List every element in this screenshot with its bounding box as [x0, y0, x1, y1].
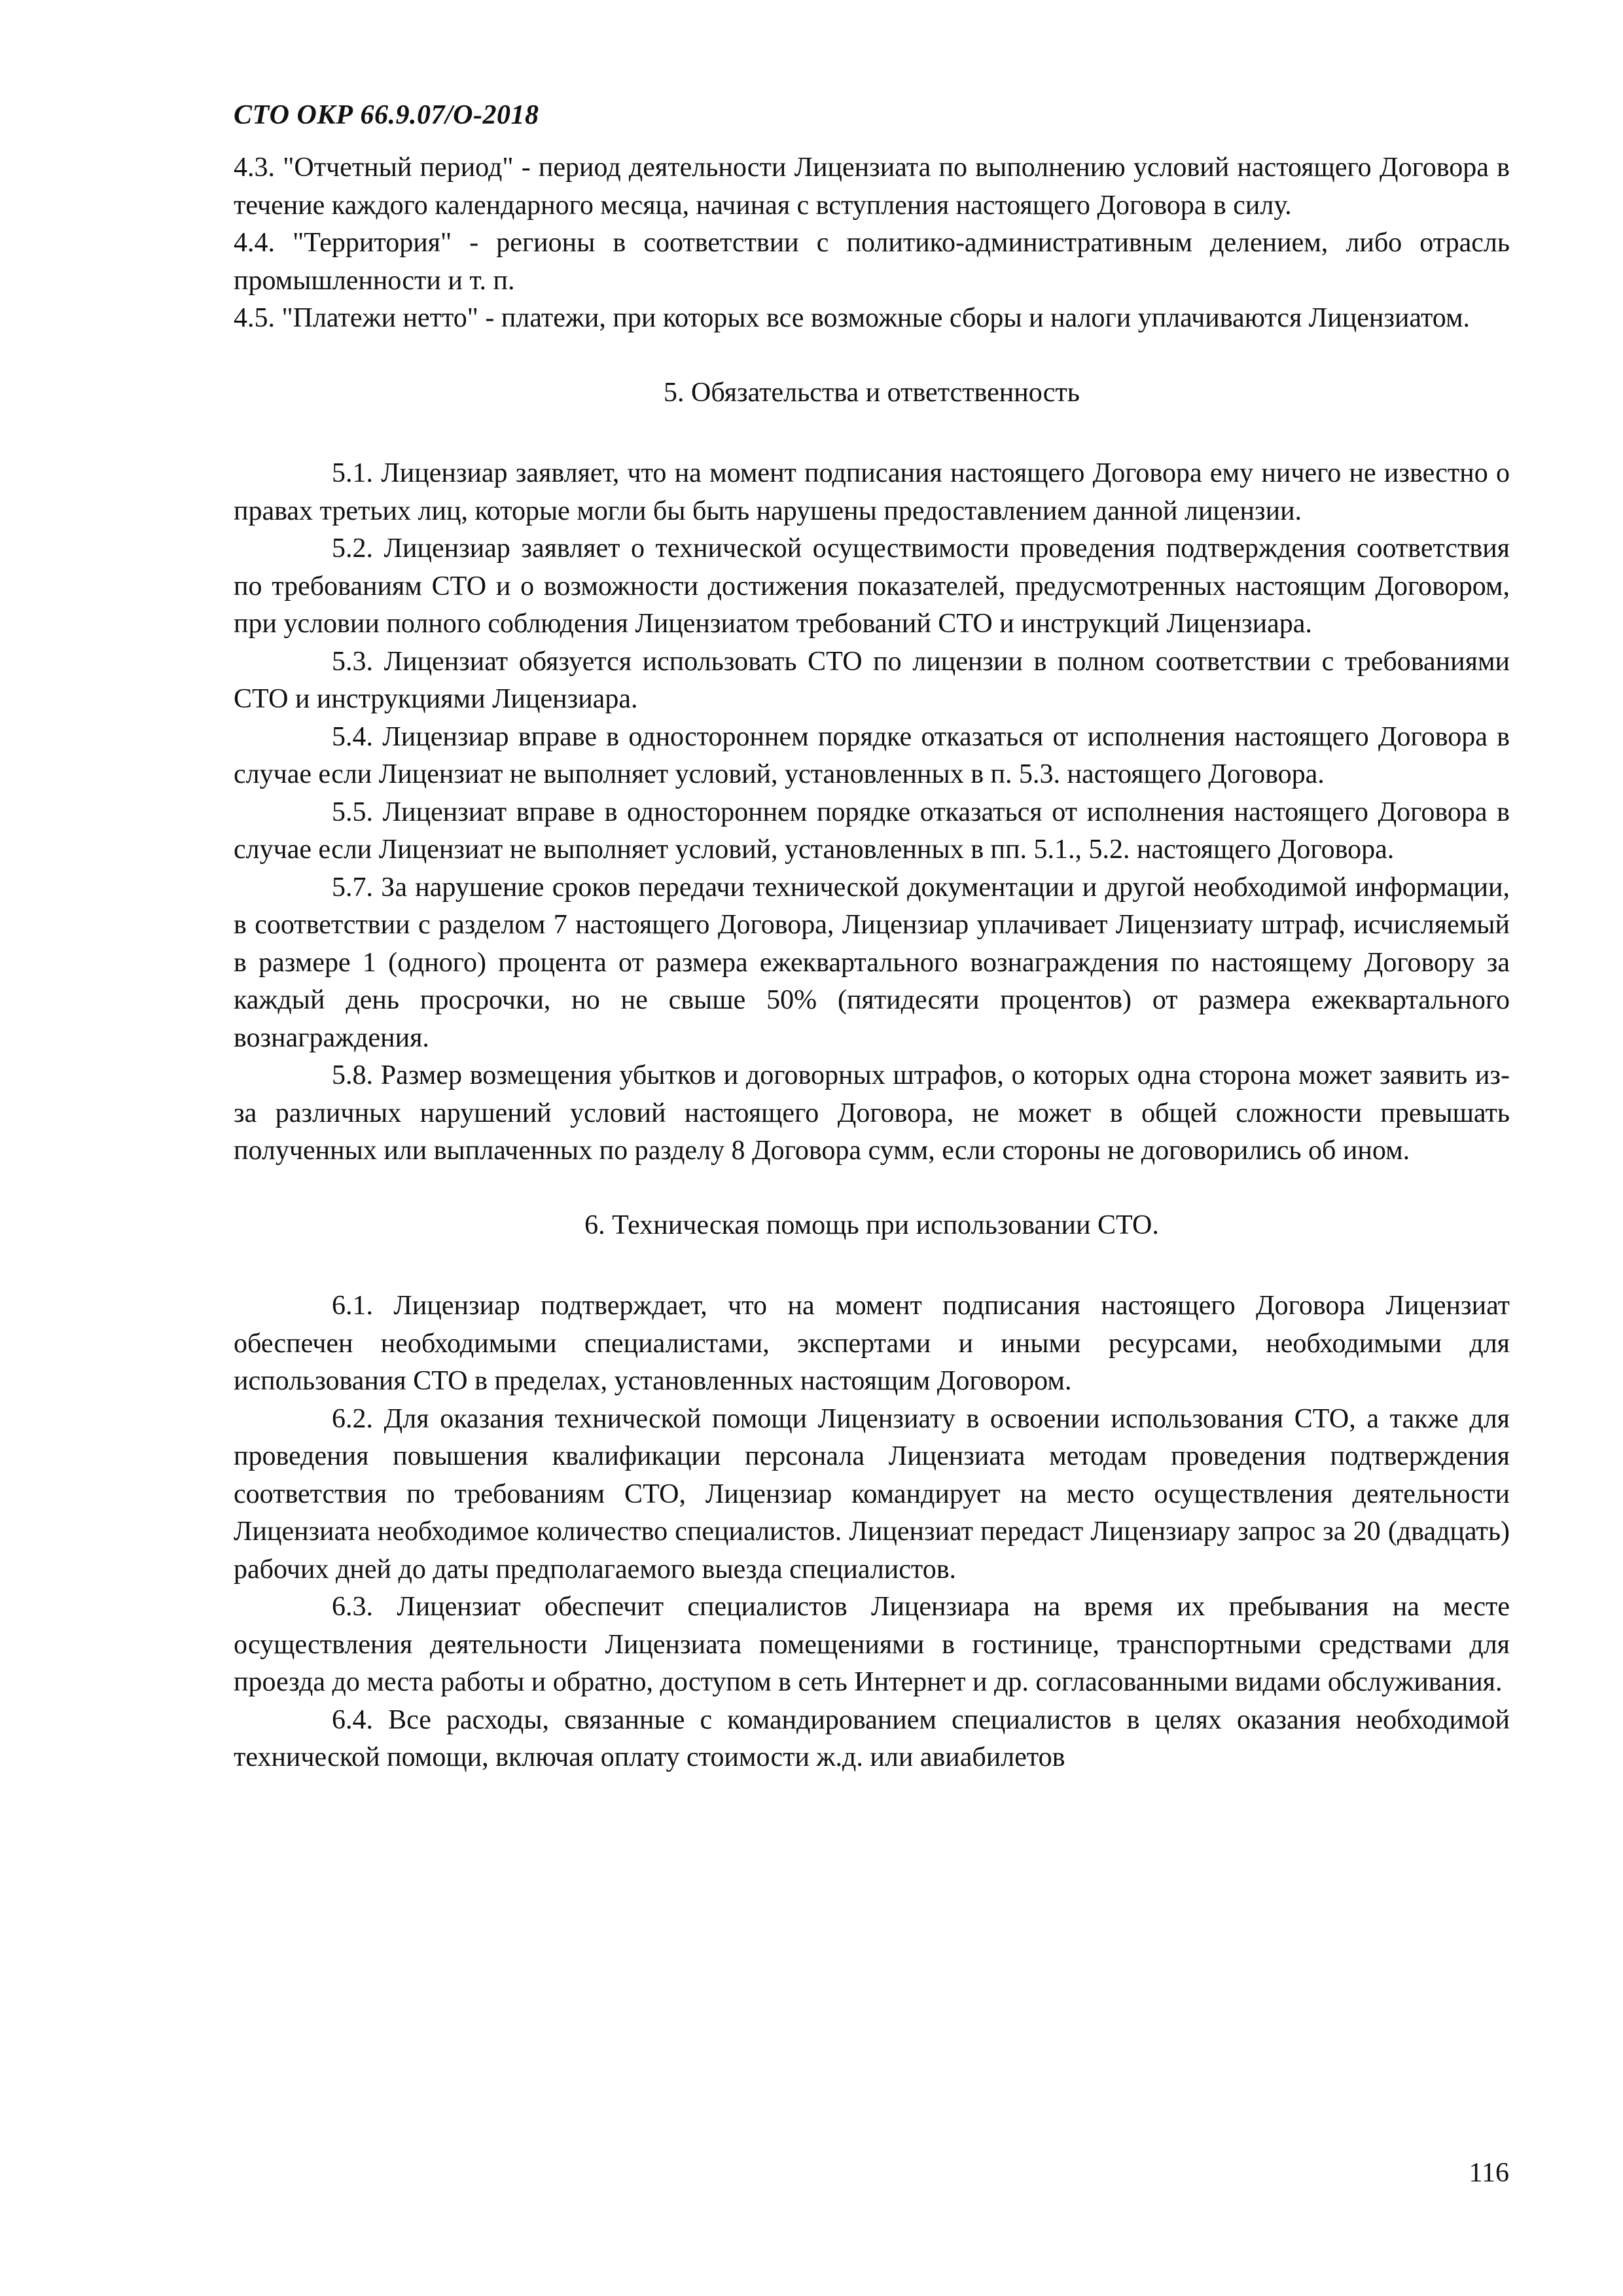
- clause-5-3: 5.3. Лицензиат обязуется использовать СТО по лицензии в полном соответствии с требованиями СТО и инструкциями Лицензиара.: [234, 646, 1510, 714]
- clause-6-3: 6.3. Лицензиат обеспечит специалистов Лицензиара на время их пребывания на месте осуществления деятельности Лицензиата помещениями в гостинице, транспортными средствами для проезда до места работы и обратно, доступом в сеть Интернет и др. согласованными видами обслуживания.: [234, 1592, 1510, 1697]
- document-code-header: СТО ОКР 66.9.07/О-2018: [234, 100, 539, 130]
- clause-5-8: 5.8. Размер возмещения убытков и договорных штрафов, о которых одна сторона может заявить из-за различных нарушений условий настоящего Договора, не может в общей сложности превышать полученных или выплаченных по разделу 8 Договора сумм, если стороны не договорились об ином.: [234, 1060, 1510, 1166]
- clause-6-2: 6.2. Для оказания технической помощи Лицензиату в освоении использования СТО, а также для проведения повышения квалификации персонала Лицензиата методам проведения подтверждения соответствия по требованиям СТО, Лицензиар командирует на место осуществления деятельности Лицензиата необходимое количество специалистов. Лицензиат передаст Лицензиару запрос за 20 (двадцать) рабочих дней до даты предполагаемого выезда специалистов.: [234, 1403, 1510, 1585]
- clause-5-5: 5.5. Лицензиат вправе в одностороннем порядке отказаться от исполнения настоящего Договора в случае если Лицензиат не выполняет условий, установленных в пп. 5.1., 5.2. настоящего Договора.: [234, 797, 1510, 865]
- document-body: [234, 149, 1510, 1777]
- clause-6-4: 6.4. Все расходы, связанные с командированием специалистов в целях оказания необходимой технической помощи, включая оплату стоимости ж.д. или авиабилетов: [234, 1704, 1510, 1772]
- clause-5-7: 5.7. За нарушение сроков передачи технической документации и другой необходимой информации, в соответствии с разделом 7 настоящего Договора, Лицензиар уплачивает Лицензиату штраф, исчисляемый в размере 1 (одного) процента от размера ежеквартального вознаграждения по настоящему Договору за каждый день просрочки, но не свыше 50% (пятидесяти процентов) от размера ежеквартального вознаграждения.: [234, 872, 1510, 1053]
- clause-4-3: 4.3. "Отчетный период" - период деятельности Лицензиата по выполнению условий настоящего Договора в течение каждого календарного месяца, начиная с вступления настоящего Договора в силу.: [234, 152, 1510, 221]
- section-6-heading: 6. Техническая помощь при использовании СТО.: [584, 1210, 1159, 1240]
- clause-5-4: 5.4. Лицензиар вправе в одностороннем порядке отказаться от исполнения настоящего Договора в случае если Лицензиат не выполняет условий, установленных в п. 5.3. настоящего Договора.: [234, 721, 1510, 789]
- page-number: 116: [1469, 2158, 1509, 2188]
- section-5-heading: 5. Обязательства и ответственность: [664, 377, 1080, 408]
- clause-4-4: 4.4. "Территория" - регионы в соответствии с политико-административным делением, либо отрасль промышленности и т. п.: [234, 228, 1510, 296]
- clause-6-1: 6.1. Лицензиар подтверждает, что на момент подписания настоящего Договора Лицензиат обеспечен необходимыми специалистами, экспертами и иными ресурсами, необходимыми для использования СТО в пределах, установленных настоящим Договором.: [234, 1291, 1510, 1396]
- clause-4-5: 4.5. "Платежи нетто" - платежи, при которых все возможные сборы и налоги уплачиваются Лицензиатом.: [234, 303, 1471, 333]
- clause-5-1: 5.1. Лицензиар заявляет, что на момент подписания настоящего Договора ему ничего не известно о правах третьих лиц, которые могли бы быть нарушены предоставлением данной лицензии.: [234, 458, 1510, 526]
- clause-5-2: 5.2. Лицензиар заявляет о технической осуществимости проведения подтверждения соответствия по требованиям СТО и о возможности достижения показателей, предусмотренных настоящим Договором, при условии полного соблюдения Лицензиатом требований СТО и инструкций Лицензиара.: [234, 533, 1510, 639]
